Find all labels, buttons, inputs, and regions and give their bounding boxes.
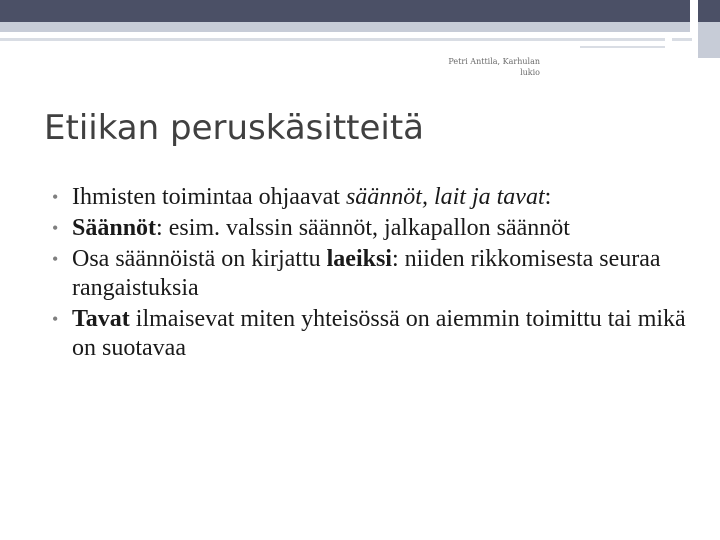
top-decoration-bar xyxy=(0,0,690,22)
bullet-term: laeiksi xyxy=(326,246,392,272)
bullet-marker: • xyxy=(52,249,59,269)
author-line-2: lukio xyxy=(520,68,540,77)
bullet-text: : esim. valssin säännöt, jalkapallon säännöt xyxy=(156,215,570,241)
author-line-1: Petri Anttila, Karhulan xyxy=(448,57,540,66)
bullet-item xyxy=(48,305,688,363)
top-corner-block xyxy=(698,0,720,22)
bullet-list xyxy=(48,183,688,365)
bullet-emphasis: säännöt, lait ja tavat xyxy=(345,184,545,210)
bullet-item xyxy=(48,245,688,303)
corner-decoration-band xyxy=(698,22,720,58)
bullet-item xyxy=(48,183,688,212)
bullet-text: Ihmisten toimintaa ohjaavat xyxy=(72,184,346,210)
bullet-term: Tavat xyxy=(72,306,130,332)
decoration-line xyxy=(580,46,665,48)
bullet-item xyxy=(48,214,688,243)
decoration-line xyxy=(0,38,665,41)
bullet-text: ilmaisevat miten yhteisössä on aiemmin toimittu tai mikä on suotavaa xyxy=(72,306,686,361)
bullet-text: : xyxy=(544,184,552,210)
bullet-marker: • xyxy=(52,218,59,238)
bullet-term: Säännöt xyxy=(72,215,157,241)
bullet-marker: • xyxy=(52,309,59,329)
top-decoration-band xyxy=(0,22,690,32)
bullet-text: : niiden rikkomisesta seuraa rangaistuksia xyxy=(72,246,661,301)
bullet-marker: • xyxy=(52,187,59,207)
author-credit xyxy=(420,56,540,78)
decoration-line xyxy=(672,38,692,41)
slide-title: Etiikan peruskäsitteitä xyxy=(44,108,425,148)
bullet-text: Osa säännöistä on kirjattu xyxy=(72,246,327,272)
